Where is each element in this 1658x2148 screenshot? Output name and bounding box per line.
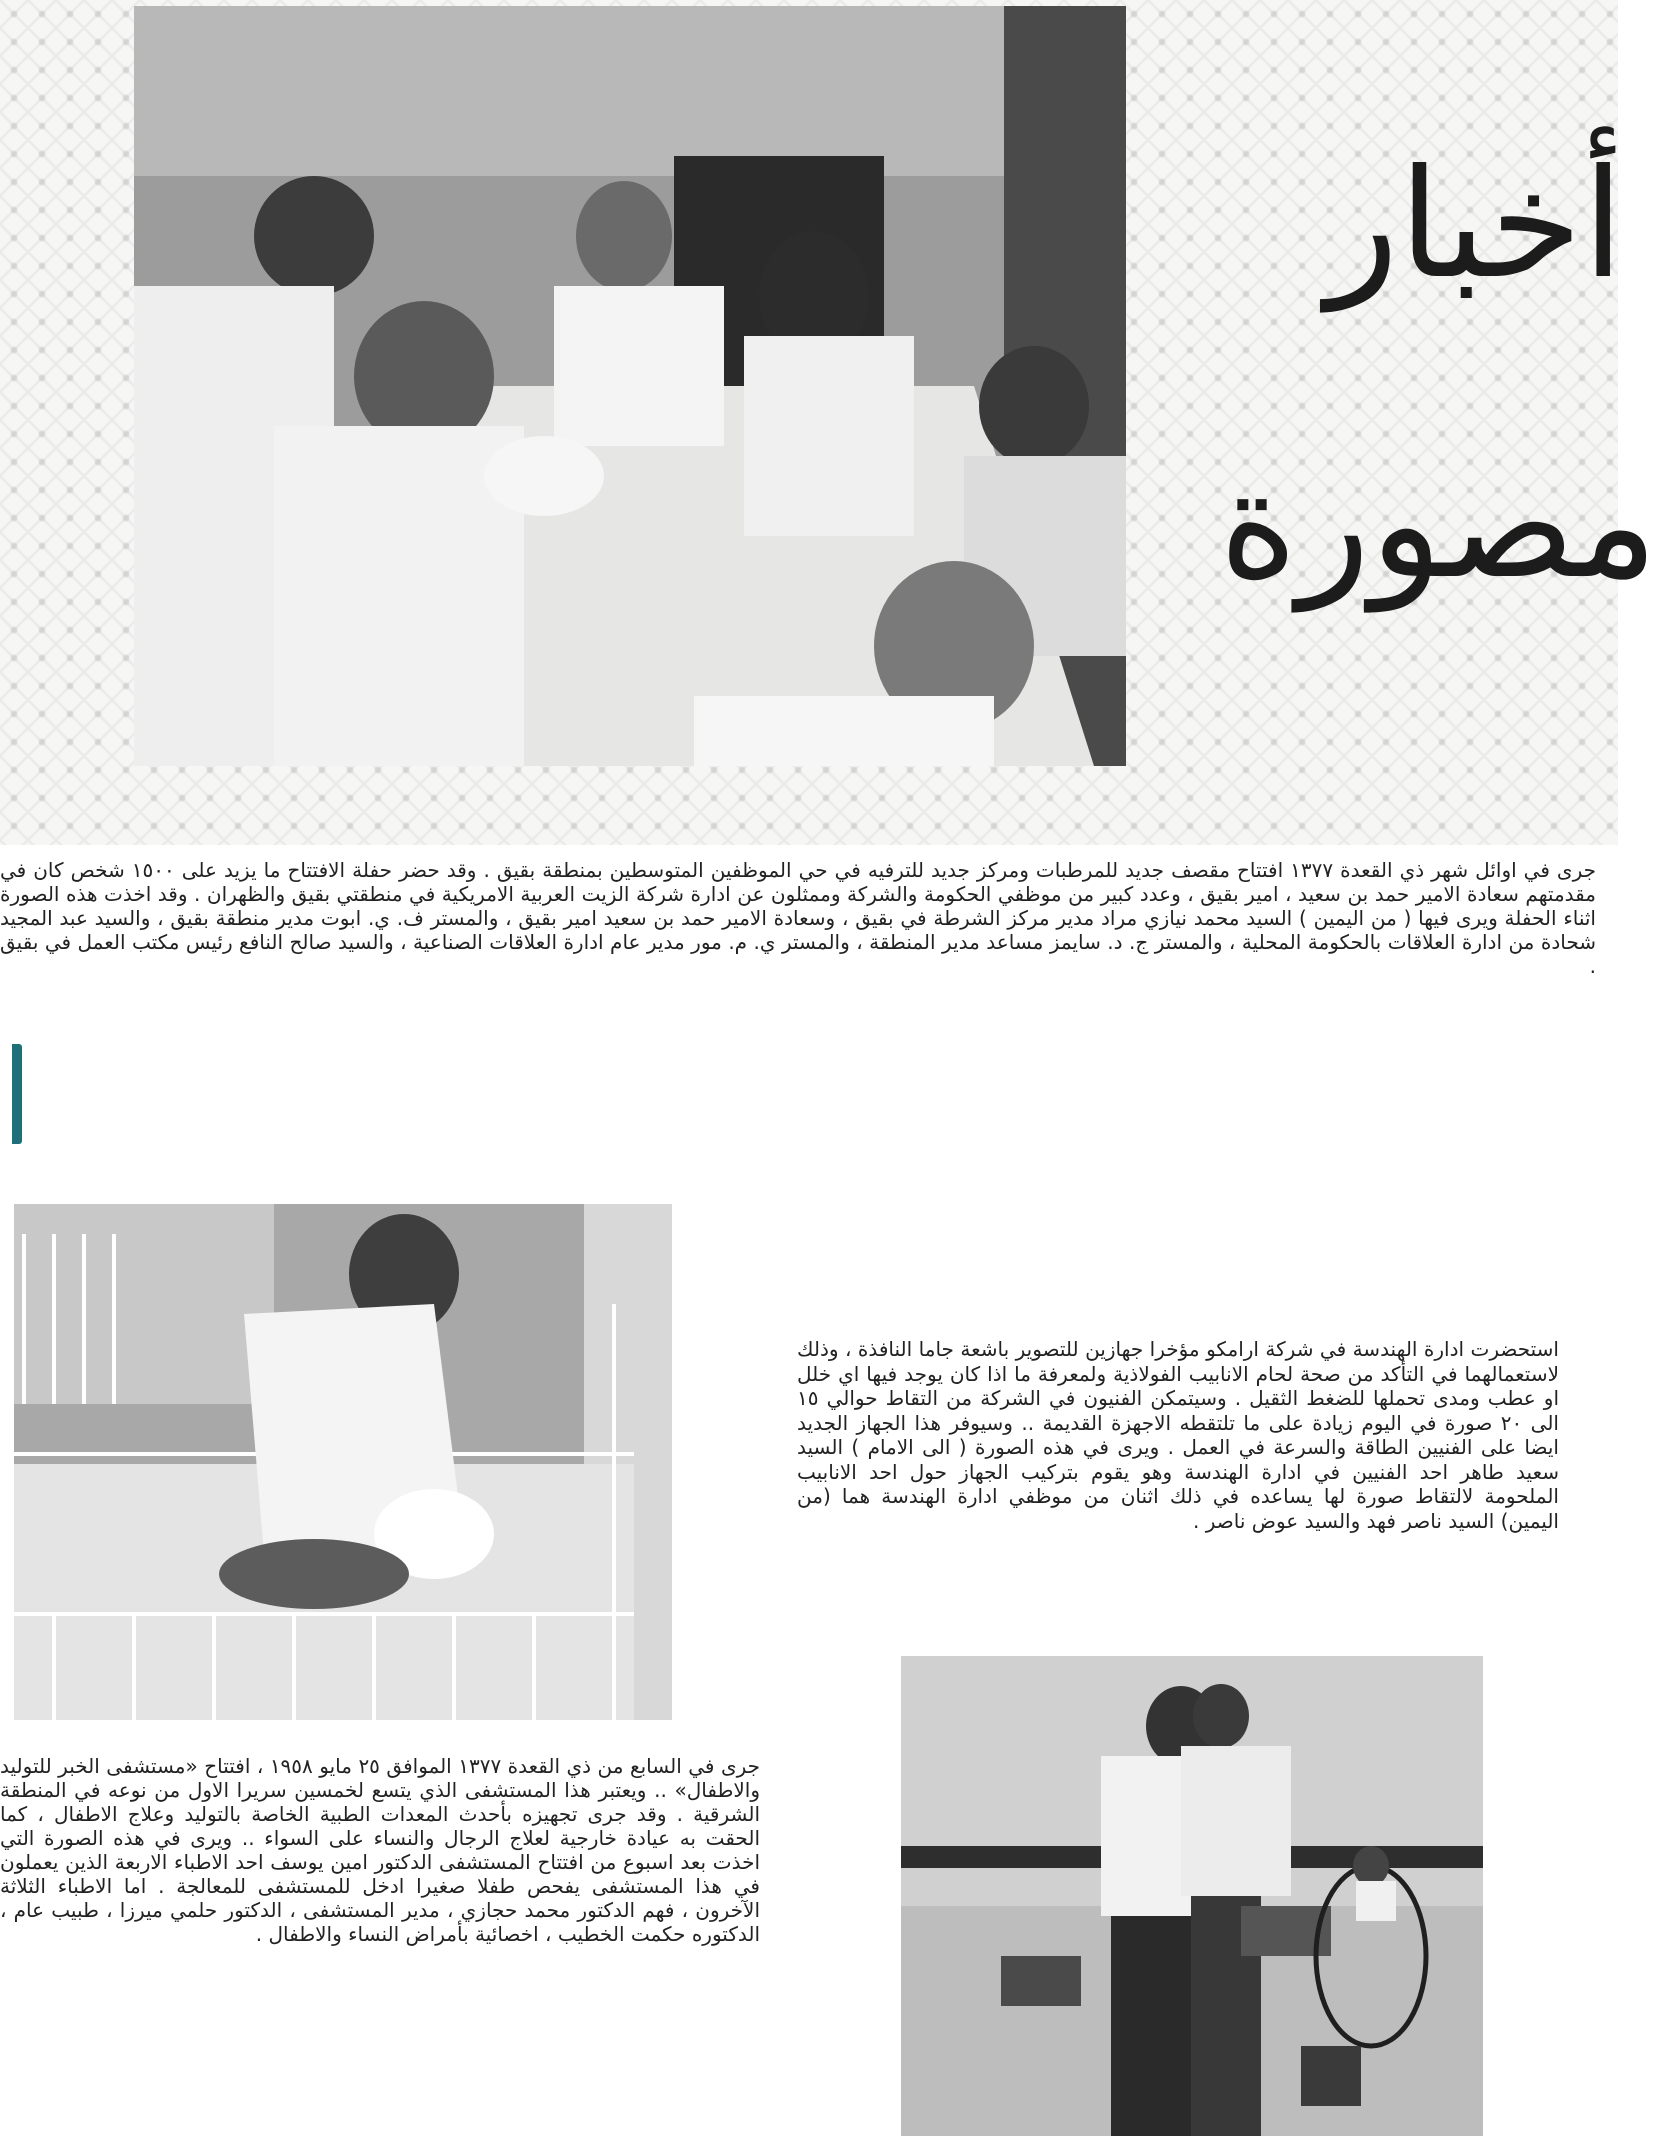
- photo-meeting-table: [134, 6, 1126, 766]
- photo-doctor-infant: [14, 1204, 672, 1720]
- photo-engineers-xray: [901, 1656, 1483, 2136]
- caption-middle: استحضرت ادارة الهندسة في شركة ارامكو مؤخرا جهازين للتصوير باشعة جاما النافذة ، وذلك لاستعمالهما في التأكد من صحة لحام الانابيب الفولاذية ولمعرفة ما اذا كان يوجد فيها اي خلل او عطب ومدى تحملها للضغط الثقيل . وسيتمكن الفنيون في الشركة من التقاط حوالي ١٥ الى ٢٠ صورة في اليوم زيادة على ما تلتقطه الاجهزة القديمة .. وسيوفر هذا الجهاز الجديد ايضا على الفنيين الطاقة والسرعة في العمل . ويرى في هذه الصورة ( الى الامام ) السيد سعيد طاهر احد الفنيين في ادارة الهندسة وهو يقوم بتركيب الجهاز حول احد الانابيب الملحومة لالتقاط صورة لها يساعده في ذلك اثنان من موظفي ادارة الهندسة هما (من اليمين) السيد ناصر فهد والسيد عوض ناصر .: [797, 1337, 1559, 1533]
- accent-marker: [12, 1044, 22, 1144]
- caption-top: جرى في اوائل شهر ذي القعدة ١٣٧٧ افتتاح مقصف جديد للمرطبات ومركز جديد للترفيه في حي الموظفين المتوسطين بمنطقة بقيق . وقد حضر حفلة الافتتاح ما يزيد على ١٥٠٠ شخص كان في مقدمتهم سعادة الامير حمد بن سعيد ، امير بقيق ، وعدد كبير من موظفي الحكومة والشركة وممثلون عن ادارة شركة الزيت العربية الامريكية في منطقتي بقيق والظهران . وقد اخذت هذه الصورة اثناء الحفلة ويرى فيها ( من اليمين ) السيد محمد نيازي مراد مدير مركز الشرطة في بقيق ، وسعادة الامير حمد بن سعيد امير بقيق ، والمستر ف. ي. ابوت مدير منطقة بقيق ، والسيد عبد المجيد شحادة من ادارة العلاقات بالحكومة المحلية ، والمستر ج. د. سايمز مساعد مدير المنطقة ، والمستر ي. م. مور مدير عام ادارة العلاقات الصناعية ، والسيد صالح النافع رئيس مكتب العمل في بقيق .: [0, 858, 1596, 978]
- title-line-2: مصورة: [1219, 438, 1658, 612]
- title-line-1: أخبار: [1326, 138, 1624, 312]
- caption-bottom: جرى في السابع من ذي القعدة ١٣٧٧ الموافق ٢٥ مايو ١٩٥٨ ، افتتاح «مستشفى الخبر للتوليد والاطفال» .. ويعتبر هذا المستشفى الذي يتسع لخمسين سريرا الاول من نوعه في المنطقة الشرقية . وقد جرى تجهيزه بأحدث المعدات الطبية الخاصة بالتوليد وعلاج الاطفال ، كما الحقت به عيادة خارجية لعلاج الرجال والنساء على السواء .. ويرى في هذه الصورة التي اخذت بعد اسبوع من افتتاح المستشفى الدكتور امين يوسف احد الاطباء الاربعة الذين يعملون في هذا المستشفى يفحص طفلا صغيرا ادخل للمستشفى للمعالجة . اما الاطباء الثلاثة الآخرون ، فهم الدكتور محمد حجازي ، مدير المستشفى ، الدكتور حلمي ميرزا ، طبيب عام ، الدكتوره حكمت الخطيب ، اخصائية بأمراض النساء والاطفال .: [0, 1754, 760, 1946]
- page-title: [1219, 138, 1658, 630]
